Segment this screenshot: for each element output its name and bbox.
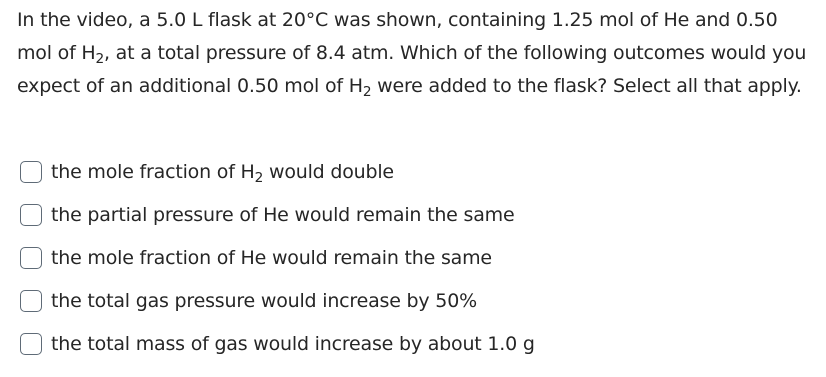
- checkbox[interactable]: [20, 161, 42, 183]
- option-text: the mole fraction of H: [51, 160, 255, 183]
- option-text: the partial pressure of He would remain the same: [51, 203, 515, 226]
- option-text: the total gas pressure would increase by 50%: [51, 289, 477, 312]
- question-part-3: were added to the flask? Select all that apply.: [371, 75, 802, 97]
- option-5[interactable]: [20, 322, 810, 365]
- checkbox[interactable]: [20, 290, 42, 312]
- option-2[interactable]: [20, 193, 810, 236]
- checkbox[interactable]: [20, 333, 42, 355]
- question-part-2: , at a total pressure of 8.4 atm. Which of the following outcomes would you expect of an additional 0.50 mol of H: [17, 42, 807, 97]
- option-label: [51, 160, 394, 186]
- option-label: [51, 247, 492, 269]
- option-3[interactable]: [20, 236, 810, 279]
- subscript: 2: [254, 169, 264, 186]
- checkbox[interactable]: [20, 247, 42, 269]
- subscript: 2: [362, 83, 372, 100]
- answer-options: [20, 150, 810, 365]
- option-text-end: would double: [263, 160, 394, 183]
- checkbox[interactable]: [20, 204, 42, 226]
- option-label: [51, 204, 514, 226]
- subscript: 2: [95, 50, 104, 67]
- question-text: [17, 4, 817, 103]
- option-text: the mole fraction of He would remain the same: [51, 246, 492, 269]
- option-1[interactable]: [20, 150, 810, 193]
- option-4[interactable]: [20, 279, 810, 322]
- option-label: [51, 290, 477, 312]
- option-label: [51, 333, 535, 355]
- question-part-1: In the video, a 5.0 L flask at 20°C was shown, containing 1.25 mol of He and 0.50 mol of H: [17, 9, 778, 64]
- option-text: the total mass of gas would increase by about 1.0 g: [51, 332, 535, 355]
